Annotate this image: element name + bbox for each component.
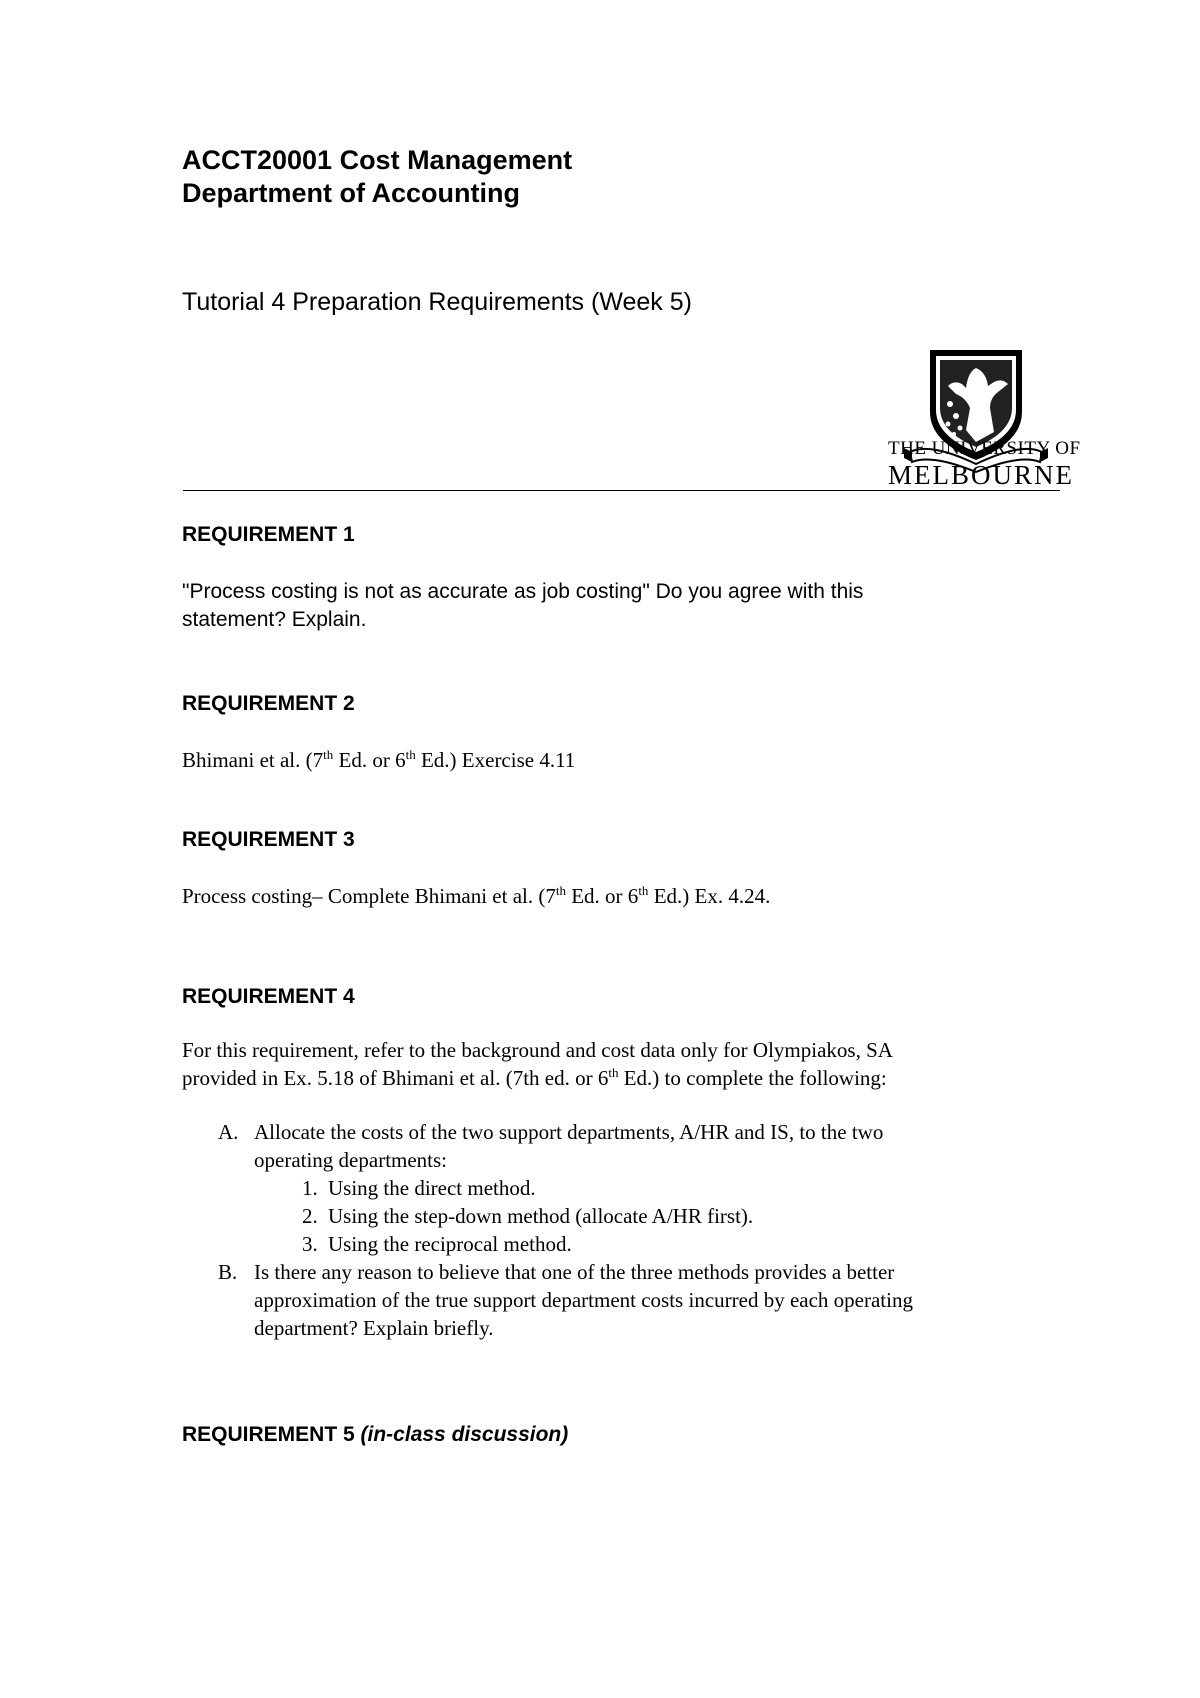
tutorial-title: Tutorial 4 Preparation Requirements (Week 5) (182, 288, 692, 316)
requirement-4-intro-text-a: provided in Ex. 5.18 of Bhimani et al. (7th ed. or 6 (182, 1066, 609, 1090)
requirement-3-text-a: Process costing– Complete Bhimani et al. (7 (182, 884, 556, 908)
requirement-3-text-c: Ed.) Ex. 4.24. (648, 884, 771, 908)
sub-item-3: Using the reciprocal method. (328, 1232, 572, 1256)
requirement-1-body (182, 578, 1002, 634)
list-marker-b: B. (218, 1260, 238, 1284)
requirement-4-intro-sup: th (608, 1065, 619, 1080)
requirement-1-title: REQUIREMENT 1 (182, 523, 355, 546)
list-item-b-line2: approximation of the true support department costs incurred by each operating (254, 1288, 913, 1312)
department-title: Department of Accounting (182, 178, 521, 208)
sub-item-2: Using the step-down method (allocate A/HR first). (328, 1204, 754, 1228)
list-item-b-line1: Is there any reason to believe that one of the three methods provides a better (254, 1260, 895, 1284)
sub-item-marker-1: 1. (302, 1176, 318, 1200)
requirement-5-label: REQUIREMENT 5 (182, 1423, 355, 1446)
requirement-4-intro-line1: For this requirement, refer to the background and cost data only for Olympiakos, SA (182, 1038, 893, 1062)
requirement-5-note: (in-class discussion) (360, 1423, 569, 1446)
requirement-2-title: REQUIREMENT 2 (182, 692, 355, 715)
list-item-a-line2: operating departments: (254, 1148, 448, 1172)
requirement-4-intro-text-b: Ed.) to complete the following: (618, 1066, 887, 1090)
list-item-a (254, 1118, 1024, 1174)
sub-item-1: Using the direct method. (328, 1176, 536, 1200)
requirement-3-body (182, 882, 1022, 910)
course-title: ACCT20001 Cost Management (182, 145, 573, 175)
requirement-3-sup-1: th (555, 883, 566, 898)
requirement-2-text-a: Bhimani et al. (7 (182, 748, 324, 772)
requirement-2-sup-1: th (323, 747, 334, 762)
requirement-2-sup-2: th (405, 747, 416, 762)
sub-item-marker-2: 2. (302, 1204, 318, 1228)
requirement-4-intro-line2 (182, 1064, 1022, 1092)
list-item-b-line3: department? Explain briefly. (254, 1316, 494, 1340)
logo-line1: THE UNIVERSITY OF (888, 438, 1081, 459)
list-item-a-line1: Allocate the costs of the two support departments, A/HR and IS, to the two (254, 1120, 884, 1144)
requirement-3-text-b: Ed. or 6 (565, 884, 639, 908)
list-item-b (254, 1258, 1034, 1342)
requirement-4-intro (182, 1036, 1022, 1092)
requirement-3-sup-2: th (638, 883, 649, 898)
logo-line2: MELBOURNE (888, 460, 1074, 490)
requirement-1-line2: statement? Explain. (182, 608, 367, 631)
list-marker-a: A. (218, 1120, 239, 1144)
requirement-2-body (182, 746, 1022, 774)
sub-item-marker-3: 3. (302, 1232, 318, 1256)
requirement-3-title: REQUIREMENT 3 (182, 828, 355, 851)
requirement-5-title (182, 1423, 568, 1447)
requirement-4-title: REQUIREMENT 4 (182, 985, 355, 1008)
header-divider (183, 490, 1060, 491)
requirement-2-text-c: Ed.) Exercise 4.11 (415, 748, 576, 772)
requirement-1-line1: "Process costing is not as accurate as job costing" Do you agree with this (182, 580, 864, 603)
requirement-2-text-b: Ed. or 6 (333, 748, 406, 772)
